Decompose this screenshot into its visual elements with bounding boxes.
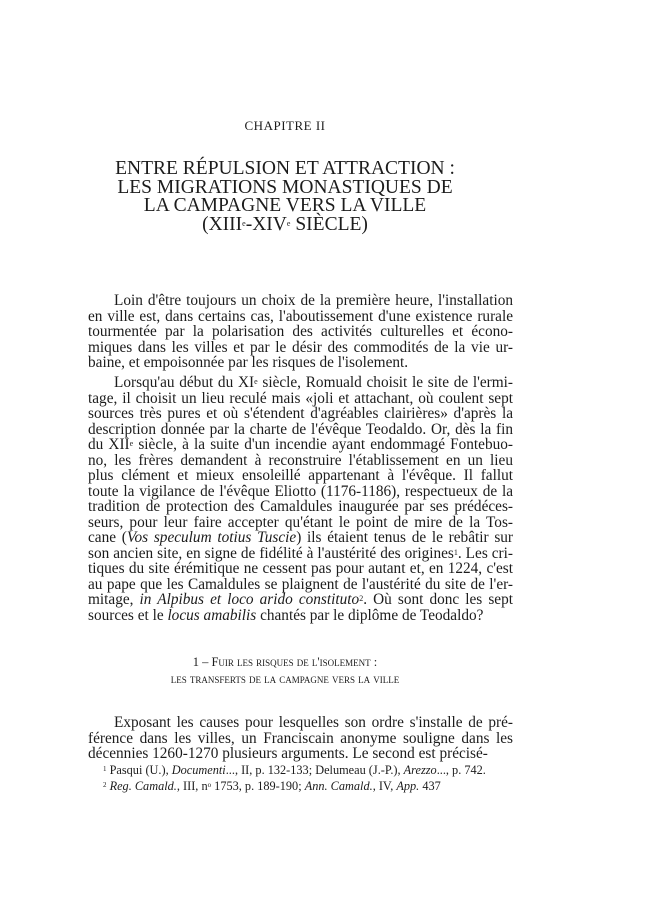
text-run: férence dans les villes, un Franciscain anonyme souligne dans les [88,729,513,747]
text-run: mitage, [88,591,140,608]
text-line [88,375,513,391]
title-line: LA CAMPAGNE VERS LA VILLE [143,195,427,216]
footnote-ref: e [129,439,134,448]
text-run: description donnée par la charte de l'évêque Teodaldo. Or, dès la fin [88,420,513,438]
text-run: ) ils étaient tenus de le rebâtir sur [296,529,514,546]
footnote-ref: 1 [103,765,107,773]
text-run: ..., p. 742. [436,763,486,777]
text-line [88,324,513,340]
text-run: Arezzo [403,763,437,777]
text-run: sources très pures et où s'étendent d'agréables clairières» d'après la [88,405,513,422]
footnote-ref: e [254,377,258,386]
text-run: in Alpibus et loco arido constituto [139,591,360,608]
text-run: ..., II, p. 132-133; Delumeau (J.-P.), [225,763,404,777]
title-line: ENTRE RÉPULSION ET ATTRACTION : [115,158,455,179]
paragraph [88,293,513,371]
footnote-ref: 1 [453,547,458,557]
text-line [88,468,513,484]
text-run: tage, il choisit un lieu reculé mais «joli et attachant, où coulent sept [88,389,513,407]
text-line [88,340,513,356]
text-line [88,406,513,422]
text-run: seurs, pour leur faire accepter qu'étant le point de mire de la Tos- [88,513,513,531]
text-run: siècle, à la suite d'un incendie ayant endommagé Fontebuo- [133,436,513,453]
text-run: au pape que les Camaldules se plaignent de l'austérité du site de l'er- [88,575,513,593]
text-line [88,608,513,624]
section-heading-line: les transferts de la campagne vers la ville [170,672,400,686]
text-run: siècle, Romuald choisit le site de l'ermi- [257,374,513,391]
text-run: Vos speculum totius Tuscie [126,529,297,546]
footnote [103,779,486,795]
chapter-title [70,160,500,234]
text-line [88,355,513,371]
text-line [88,309,513,325]
chapter-label: CHAPITRE II [244,118,326,133]
footnote-ref: 2 [103,780,107,789]
footnote-ref: 2 [359,594,364,603]
text-line [88,484,513,500]
text-run: Loin d'être toujours un choix de la première heure, l'installation [114,292,513,309]
text-line [88,731,513,747]
text-run: chantés par le diplôme de Teodaldo? [256,606,484,624]
text-run: App. [396,778,420,793]
text-run: sources et le [88,606,168,624]
text-run: du XII [88,436,130,453]
text-line [88,546,513,562]
text-run: tiques du site érémitique ne cessent pas pour autant et, en 1224, c'est [88,560,513,577]
text-run: , IV, [372,778,397,793]
text-run: . Où sont donc les sept [363,591,513,608]
text-run: en ville est, dans certains cas, l'aboutissement d'une existence rurale [88,307,513,325]
text-line [88,592,513,608]
text-line [88,499,513,515]
title-line: LES MIGRATIONS MONASTIQUES DE [117,176,453,198]
text-run: Ann. Camald. [304,778,373,793]
footnotes [103,763,486,794]
text-line [88,715,513,731]
text-run: 1753, p. 189-190; [211,778,305,793]
text-run: baine, et empoisonnée par les risques de l'isolement. [88,354,409,371]
text-run: Documenti [171,763,226,777]
text-run: Pasqui (U.), [106,763,172,777]
text-run: cane ( [88,529,127,546]
text-line [88,577,513,593]
text-line [88,746,513,762]
text-run: Lorsqu'au début du XI [114,374,255,391]
text-line [88,293,513,309]
text-run: , III, n [176,778,208,793]
footnote-ref: o [207,780,212,789]
text-run: 437 [419,778,441,793]
text-run: tourmentée par la polarisation des activités culturelles et écono- [88,323,513,340]
title-date: (XIIIe-XIVe SIÈCLE) [202,213,368,235]
text-line [88,391,513,407]
paragraph [88,375,513,623]
text-run: Exposant les causes pour lesquelles son ordre s'installe de pré- [114,714,513,731]
text-run: son ancien site, en signe de fidélité à l'austérité des origines [88,544,454,562]
text-run: tradition de protection des Camaldules inaugurée par ses prédéces- [88,498,513,515]
text-line [88,515,513,531]
text-line [88,453,513,469]
paragraph [88,715,513,762]
text-run: toute la vigilance de l'évêque Eliotto (1176-1186), respectueux de la [88,482,513,500]
text-line [88,437,513,453]
text-run: plus clément et mieux ensoleillé appartenant à l'évêque. Il fallut [88,467,513,484]
text-run: locus amabilis [167,606,257,624]
section-heading-line: 1 – Fuir les risques de l'isolement : [192,655,378,669]
text-run: Reg. Camald. [109,778,177,793]
text-line [88,422,513,438]
text-run: décennies 1260-1270 plusieurs arguments. Le second est précisé- [88,745,488,762]
text-run: . Les cri- [457,544,513,562]
section-heading [70,654,500,688]
text-run: no, les frères demandent à reconstruire l'établissement en un lieu [88,451,513,469]
footnote [103,763,486,779]
text-run: miques dans les villes et par le désir des commodités de la vie ur- [88,338,513,356]
text-line [88,561,513,577]
text-line [88,530,513,546]
